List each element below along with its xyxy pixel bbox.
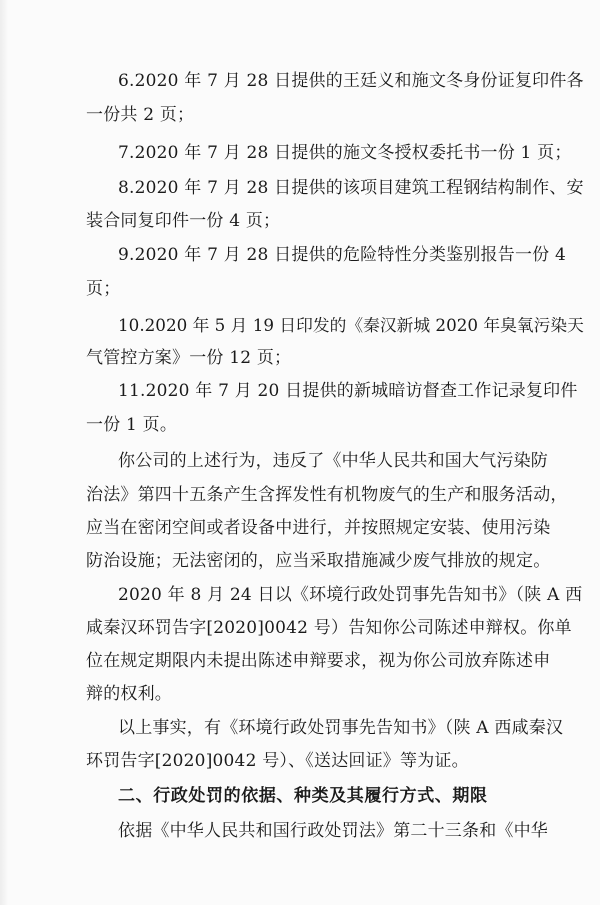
text-line: 气管控方案》一份 12 页； [86,348,292,368]
text-line: 治法》第四十五条产生含挥发性有机物废气的生产和服务活动， [86,485,568,505]
text-line: 一份 1 页。 [86,415,178,435]
page-edge-shadow [0,0,8,905]
paragraph-basis: 依据《中华人民共和国行政处罚法》第二十三条和《中华 [118,821,548,841]
paragraph-notice: 2020 年 8 月 24 日以《环境行政处罚事先告知书》（陕 A 西 [118,585,583,605]
text-line: 6.2020 年 7 月 28 日提供的王廷义和施文冬身份证复印件各 [118,71,584,91]
text-line: 7.2020 年 7 月 28 日提供的施文冬授权委托书一份 1 页； [118,143,572,163]
text-line: 9.2020 年 7 月 28 日提供的危险特性分类鉴别报告一份 4 [118,245,566,265]
text-line: 装合同复印件一份 4 页； [86,211,281,231]
text-line: 10.2020 年 5 月 19 日印发的《秦汉新城 2020 年臭氧污染天 [118,315,584,335]
text-line: 咸秦汉环罚告字[2020]0042 号）告知你公司陈述申辩权。你单 [86,618,572,638]
text-line: 环罚告字[2020]0042 号）、《送达回证》等为证。 [86,751,469,771]
text-line: 应当在密闭空间或者设备中进行，并按照规定安装、使用污染 [86,518,551,538]
text-line: 页； [86,279,121,299]
text-line: 防治设施；无法密闭的，应当采取措施减少废气排放的规定。 [86,551,551,571]
text-line: 辩的权利。 [86,684,172,704]
text-line: 8.2020 年 7 月 28 日提供的该项目建筑工程钢结构制作、安 [118,178,584,198]
paragraph-evidence: 以上事实，有《环境行政处罚事先告知书》（陕 A 西咸秦汉 [118,718,564,738]
section-heading: 二、行政处罚的依据、种类及其履行方式、期限 [118,786,488,806]
text-line: 位在规定期限内未提出陈述申辩要求，视为你公司放弃陈述申 [86,651,551,671]
paragraph-violation: 你公司的上述行为，违反了《中华人民共和国大气污染防 [118,451,548,471]
text-line: 一份共 2 页； [86,105,195,125]
text-line: 11.2020 年 7 月 20 日提供的新城暗访督查工作记录复印件 [118,381,578,401]
